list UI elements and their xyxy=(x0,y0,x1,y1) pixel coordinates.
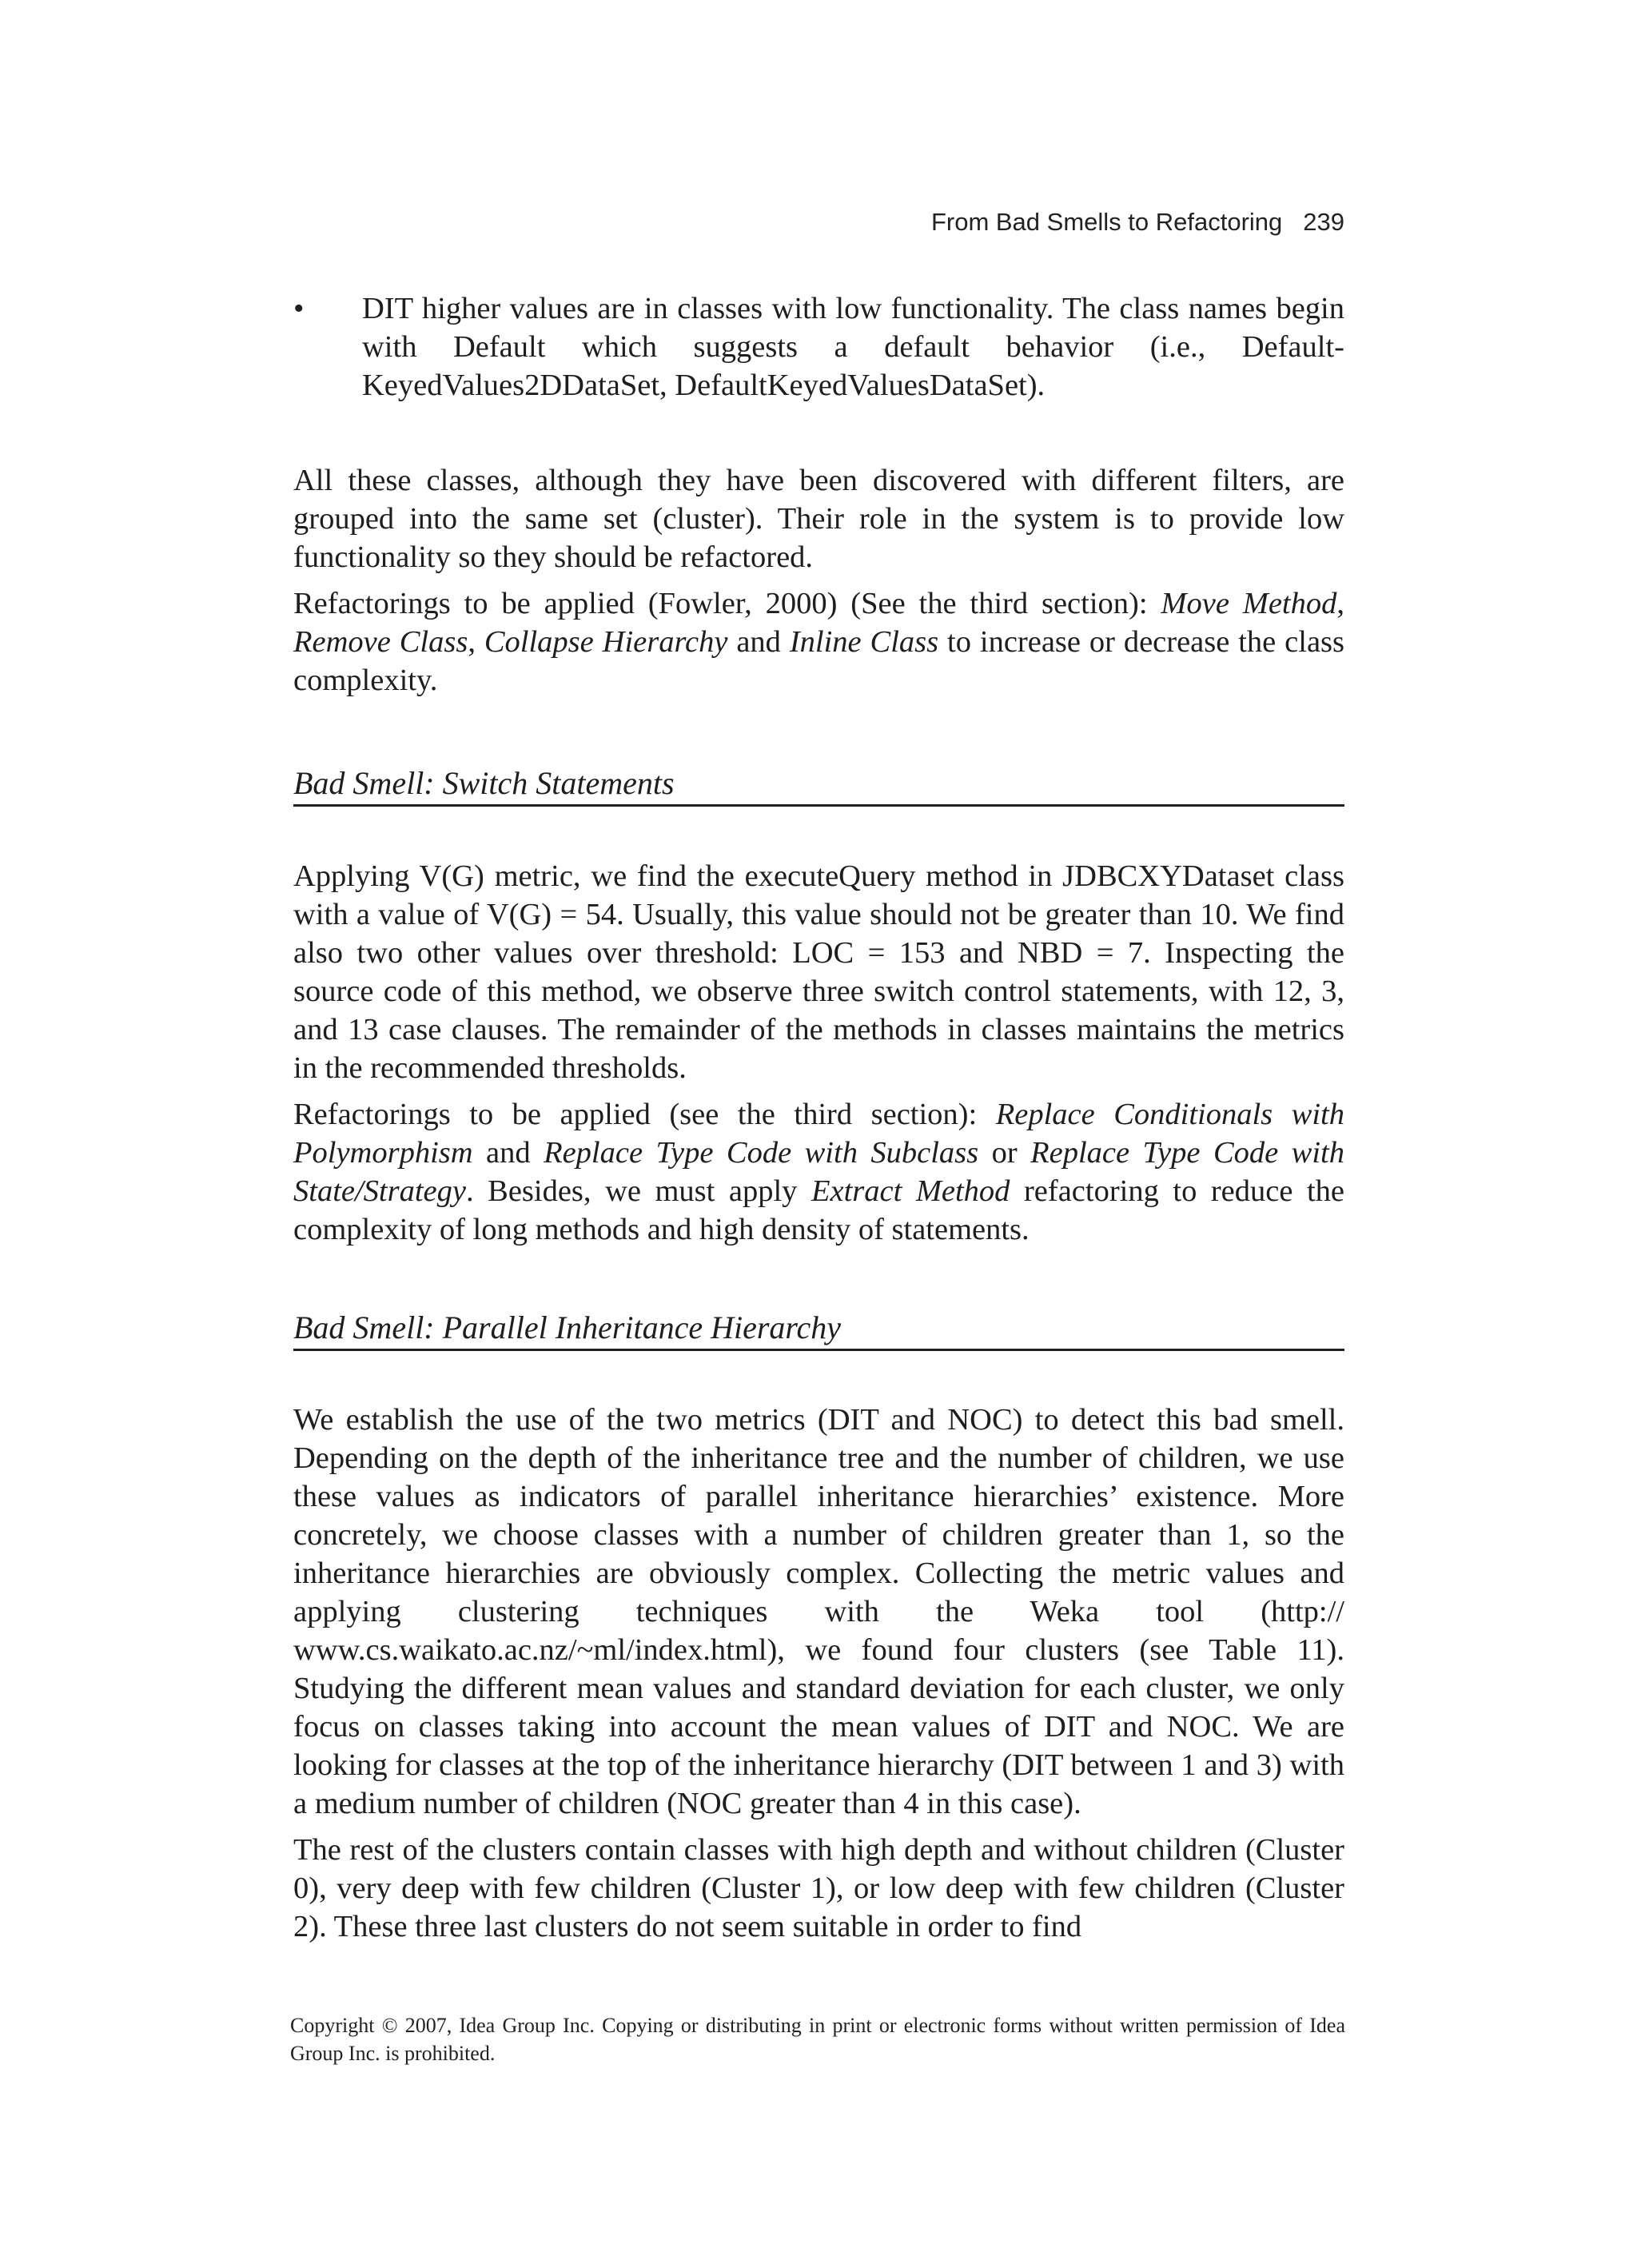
section-heading-switch-statements: Bad Smell: Switch Statements xyxy=(293,764,1344,807)
section-heading-parallel-inheritance: Bad Smell: Parallel Inheritance Hierarchy xyxy=(293,1309,1344,1351)
text-run: or xyxy=(978,1136,1031,1170)
text-run: Refactorings to be applied (see the third section): xyxy=(293,1098,996,1131)
refactoring-name: Collapse Hierarchy xyxy=(484,625,728,659)
body-block-2 xyxy=(293,857,1344,1249)
text-run: . Besides, we must apply xyxy=(465,1174,811,1208)
text-run: refactoring to reduce the complexity of long methods and high density of statements. xyxy=(293,1174,1344,1246)
bullet-item xyxy=(293,289,1344,405)
refactoring-name: Replace Type Code with State/Strategy xyxy=(293,1136,1344,1208)
bullet-marker: • xyxy=(293,292,305,325)
body-block-3 xyxy=(293,1401,1344,1946)
refactoring-name: Replace Conditionals with Polymorphism xyxy=(293,1098,1344,1170)
copyright-notice: Copyright © 2007, Idea Group Inc. Copying or distributing in print or electronic forms without written permission of Idea Group Inc. is prohibited. xyxy=(290,2014,1345,2065)
body-block-1 xyxy=(293,461,1344,700)
text-run: and xyxy=(727,625,790,659)
text-run: Refactorings to be applied (Fowler, 2000) (See the third section): xyxy=(293,587,1161,620)
text-run: to increase or decrease the class complexity. xyxy=(293,625,1344,697)
paragraph: All these classes, although they have been discovered with different filters, are grouped into the same set (cluster). Their role in the system is to provide low functionality so they should be refactored. xyxy=(293,464,1344,574)
refactoring-name: Move Method xyxy=(1161,587,1337,620)
running-head xyxy=(931,208,1344,237)
paragraph: We establish the use of the two metrics (DIT and NOC) to detect this bad smell. Depending on the depth of the inheritance tree and the number of children, we use these values as indicators of parallel inheritance hierarchies’ existence. More concretely, we choose classes with a number of children greater than 1, so the inheritance hierarchies are obviously complex. Collecting the metric values and applying clustering techniques with the Weka tool (http:// www.cs.waikato.ac.nz/~ml/index.html), we found four clusters (see Table 11). Studying the different mean values and standard deviation for each cluster, we only focus on classes taking into account the mean values of DIT and NOC. We are looking for classes at the top of the inheritance hierarchy (DIT between 1 and 3) with a medium number of children (NOC greater than 4 in this case). xyxy=(293,1403,1344,1820)
running-head-title: From Bad Smells to Refactoring xyxy=(930,208,1283,236)
text-run: and xyxy=(472,1136,544,1170)
page-number: 239 xyxy=(1303,208,1344,236)
bullet-text: DIT higher values are in classes with low functionality. The class names begin with Default which suggests a default behavior (i.e., Default-KeyedValues2DDataSet, DefaultKeyedValuesDataSet). xyxy=(362,292,1344,402)
refactoring-name: Remove Class xyxy=(293,625,468,659)
text-run: , xyxy=(468,625,484,659)
refactoring-name: Replace Type Code with Subclass xyxy=(544,1136,979,1170)
refactoring-name: Extract Method xyxy=(811,1174,1010,1208)
paragraph-refactorings-1 xyxy=(293,584,1344,700)
refactoring-name: Inline Class xyxy=(789,625,939,659)
paragraph: The rest of the clusters contain classes with high depth and without children (Cluster 0), very deep with few children (Cluster 1), or low deep with few children (Cluster 2). These three last clusters do not seem suitable in order to find xyxy=(293,1833,1344,1943)
paragraph-refactorings-2 xyxy=(293,1095,1344,1249)
text-run: , xyxy=(1336,587,1344,620)
paragraph: Applying V(G) metric, we find the executeQuery method in JDBCXYDataset class with a value of V(G) = 54. Usually, this value should not be greater than 10. We find also two other values over threshold: LOC = 153 and NBD = 7. Inspecting the source code of this method, we observe three switch control statements, with 12, 3, and 13 case clauses. The remainder of the methods in classes maintains the metrics in the recommended thresholds. xyxy=(293,859,1344,1085)
